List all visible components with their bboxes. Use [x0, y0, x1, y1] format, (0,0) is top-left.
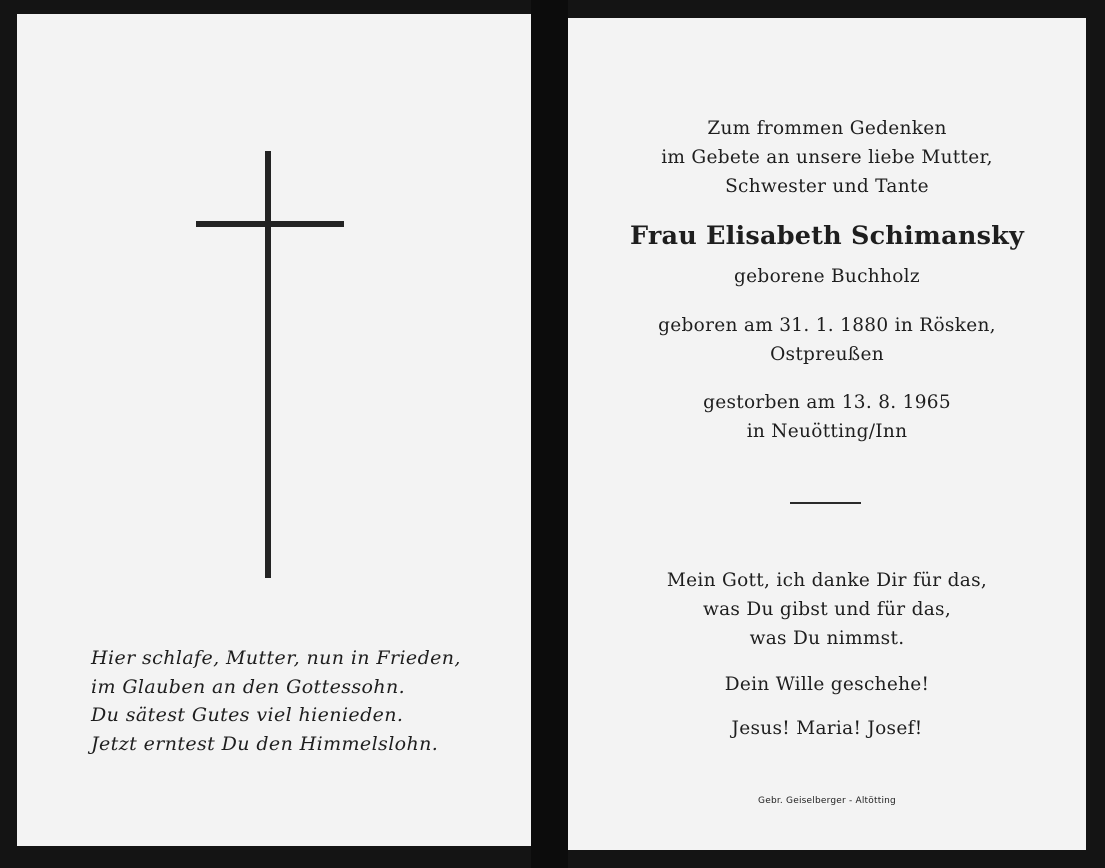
will-line: Dein Wille geschehe!: [724, 674, 930, 695]
birth-info: [568, 311, 1086, 369]
left-card-panel: [17, 14, 531, 846]
printer-imprint: Gebr. Geiselberger - Altötting: [758, 796, 896, 806]
poem-line: Hier schlafe, Mutter, nun in Frieden,: [91, 647, 461, 669]
right-card-panel: [568, 18, 1086, 850]
cross-icon-crossbar: [196, 221, 344, 227]
intro-line: Zum frommen Gedenken: [707, 118, 947, 139]
deceased-name: Frau Elisabeth Schimansky: [629, 221, 1025, 251]
memorial-poem: [91, 644, 521, 758]
prayer-line: Mein Gott, ich danke Dir für das,: [666, 570, 988, 591]
death-line: in Neuötting/Inn: [746, 421, 908, 442]
prayer-line: was Du gibst und für das,: [702, 599, 952, 620]
prayer-line: was Du nimmst.: [749, 628, 905, 649]
poem-line: Du sätest Gutes viel hienieden.: [91, 704, 404, 726]
memorial-intro: [568, 114, 1086, 201]
card-fold-spine: [531, 0, 568, 868]
prayer: [568, 566, 1086, 653]
death-info: [568, 388, 1086, 446]
birth-line: geboren am 31. 1. 1880 in Rösken,: [658, 315, 996, 336]
holy-names-line: Jesus! Maria! Josef!: [731, 718, 923, 739]
intro-line: Schwester und Tante: [725, 176, 929, 197]
death-line: gestorben am 13. 8. 1965: [703, 392, 951, 413]
intro-line: im Gebete an unsere liebe Mutter,: [661, 147, 993, 168]
poem-line: im Glauben an den Gottessohn.: [91, 675, 406, 698]
poem-line: Jetzt erntest Du den Himmelslohn.: [91, 732, 439, 755]
birth-line: Ostpreußen: [770, 344, 884, 365]
divider: [790, 502, 861, 504]
maiden-name: geborene Buchholz: [734, 266, 920, 287]
cross-icon: [265, 151, 271, 578]
